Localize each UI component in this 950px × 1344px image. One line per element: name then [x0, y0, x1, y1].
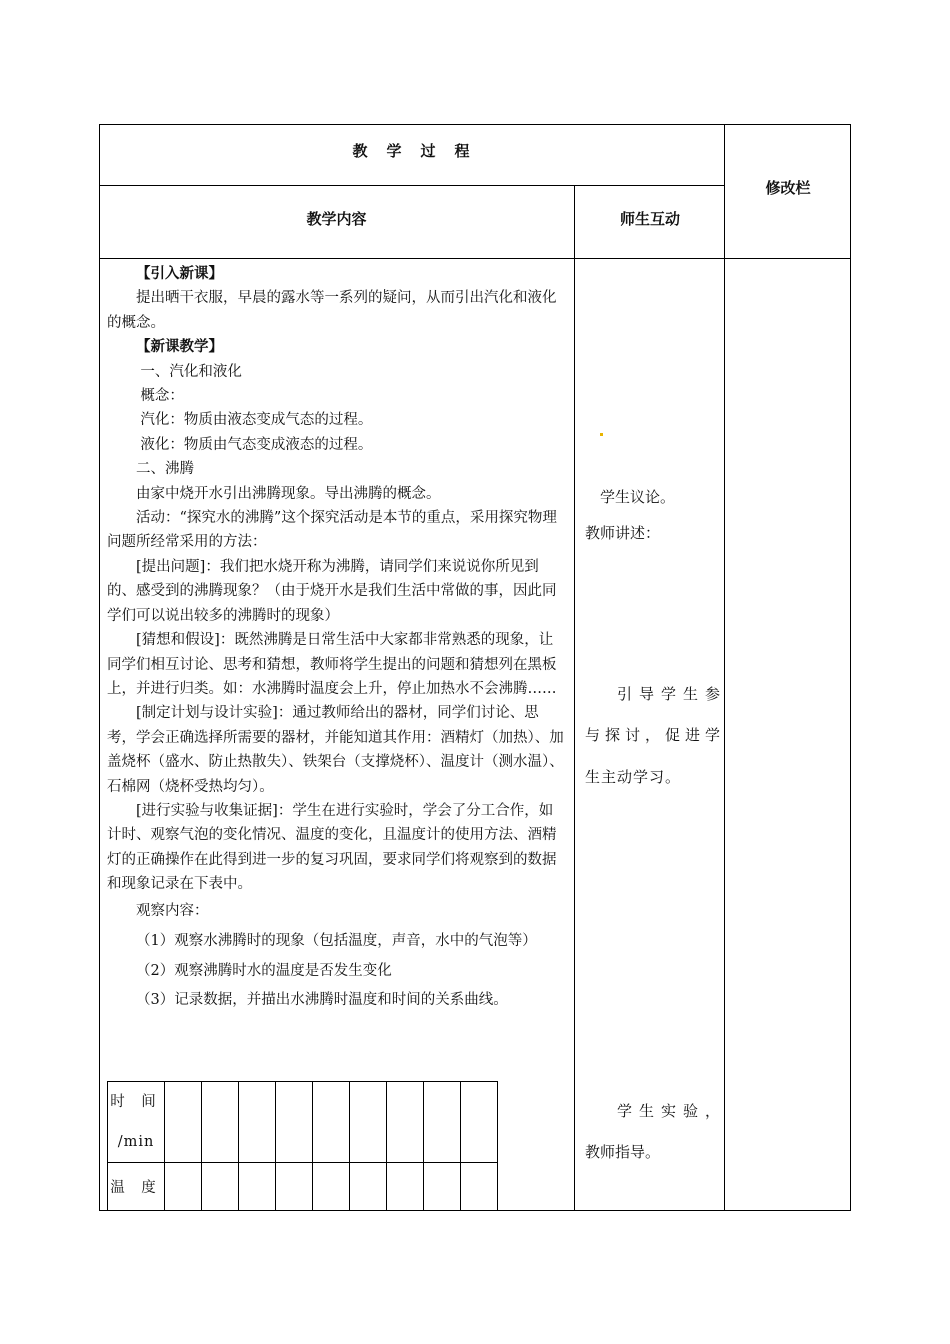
time-label-b: /min — [117, 1134, 155, 1150]
temperature-cell — [239, 1163, 276, 1211]
marker-dot — [600, 433, 603, 436]
divider-interaction — [574, 185, 575, 1211]
process-title: 教 学 过 程 — [352, 142, 472, 160]
interaction-discussion: 学生议论。 — [600, 488, 676, 506]
teaching-content — [107, 262, 567, 1012]
interaction-experiment-b: 教师指导。 — [585, 1143, 661, 1161]
time-cell — [387, 1082, 424, 1163]
revision-column-header: 修改栏 — [765, 179, 811, 197]
time-cell — [350, 1082, 387, 1163]
temperature-cell — [387, 1163, 424, 1211]
temperature-cell — [165, 1163, 202, 1211]
observe-label: 观察内容： — [136, 902, 209, 919]
interaction-experiment-a: 学生实验， — [617, 1102, 728, 1120]
time-cell — [461, 1082, 498, 1163]
concept-label: 概念： — [140, 388, 184, 405]
temperature-cell — [350, 1163, 387, 1211]
interaction-guide-c: 生主动学习。 — [585, 768, 682, 786]
temperature-row — [108, 1163, 498, 1211]
record-table — [107, 1081, 498, 1211]
intro-text: 提出晒干衣服，早晨的露水等一系列的疑问，从而引出汽化和液化的概念。 — [107, 290, 557, 331]
section-vaporization: 一、汽化和液化 — [140, 363, 242, 380]
time-cell — [239, 1082, 276, 1163]
interaction-lecture: 教师讲述： — [585, 524, 661, 542]
observe-item-1: （1）观察水沸腾时的现象（包括温度，声音，水中的气泡等） — [136, 932, 537, 949]
observe-item-3: （3）记录数据，并描出水沸腾时温度和时间的关系曲线。 — [136, 991, 508, 1008]
interaction-guide-b: 与探讨，促进学 — [585, 726, 726, 744]
intro-heading: 【引入新课】 — [136, 266, 223, 282]
time-cell — [165, 1082, 202, 1163]
divider-revision — [724, 124, 725, 1211]
boiling-intro: 由家中烧开水引出沸腾现象。导出沸腾的概念。 — [136, 485, 441, 502]
observe-item-2: （2）观察沸腾时水的温度是否发生变化 — [136, 963, 392, 980]
divider-header — [99, 258, 851, 259]
temperature-cell — [313, 1163, 350, 1211]
new-lesson-heading: 【新课教学】 — [136, 339, 223, 356]
plan-text: [制定计划与设计实验]：通过教师给出的器材，同学们讨论、思考，学会正确选择所需要的器材，并能知道其作用：酒精灯（加热）、加盖烧杯（盛水、防止热散失）、铁架台（支撑烧杯）、温度计（测水温）、石棉网（烧杯受热均匀）。 — [107, 705, 564, 795]
question-text: [提出问题]：我们把水烧开称为沸腾，请同学们来说说你所见到的、感受到的沸腾现象？（由于烧开水是我们生活中常做的事，因此同学们可以说出较多的沸腾时的现象） — [107, 558, 557, 624]
time-label-a: 时 间 — [110, 1094, 162, 1110]
temperature-cell — [424, 1163, 461, 1211]
temperature-cell — [461, 1163, 498, 1211]
interaction-column-header: 师生互动 — [619, 210, 680, 228]
vaporization-definition: 汽化：物质由液态变成气态的过程。 — [140, 412, 373, 429]
time-cell — [202, 1082, 239, 1163]
section-boiling: 二、沸腾 — [136, 461, 194, 478]
hypothesis-text: [猜想和假设]：既然沸腾是日常生活中大家都非常熟悉的现象，让同学们相互讨论、思考和猜想，教师将学生提出的问题和猜想列在黑板上，并进行归类。如：水沸腾时温度会上升，停止加热水不会沸腾…… — [107, 632, 557, 697]
liquefaction-definition: 液化：物质由气态变成液态的过程。 — [140, 436, 373, 453]
experiment-text: [进行实验与收集证据]：学生在进行实验时，学会了分工合作，如计时、观察气泡的变化情况、温度的变化，且温度计的使用方法、酒精灯的正确操作在此得到进一步的复习巩固，要求同学们将观察到的数据和现象记录在下表中。 — [107, 802, 557, 893]
time-cell — [313, 1082, 350, 1163]
temperature-cell — [276, 1163, 313, 1211]
temperature-cell — [202, 1163, 239, 1211]
time-row — [108, 1082, 498, 1163]
time-label — [108, 1082, 165, 1163]
content-column-header: 教学内容 — [306, 210, 367, 228]
divider-title — [99, 185, 725, 186]
activity-text: 活动：“探究水的沸腾”这个探究活动是本节的重点，采用探究物理问题所经常采用的方法： — [107, 510, 557, 551]
time-cell — [424, 1082, 461, 1163]
temperature-label: 温 度 — [108, 1163, 165, 1211]
interaction-guide-a: 引导学生参 — [617, 685, 728, 703]
time-cell — [276, 1082, 313, 1163]
